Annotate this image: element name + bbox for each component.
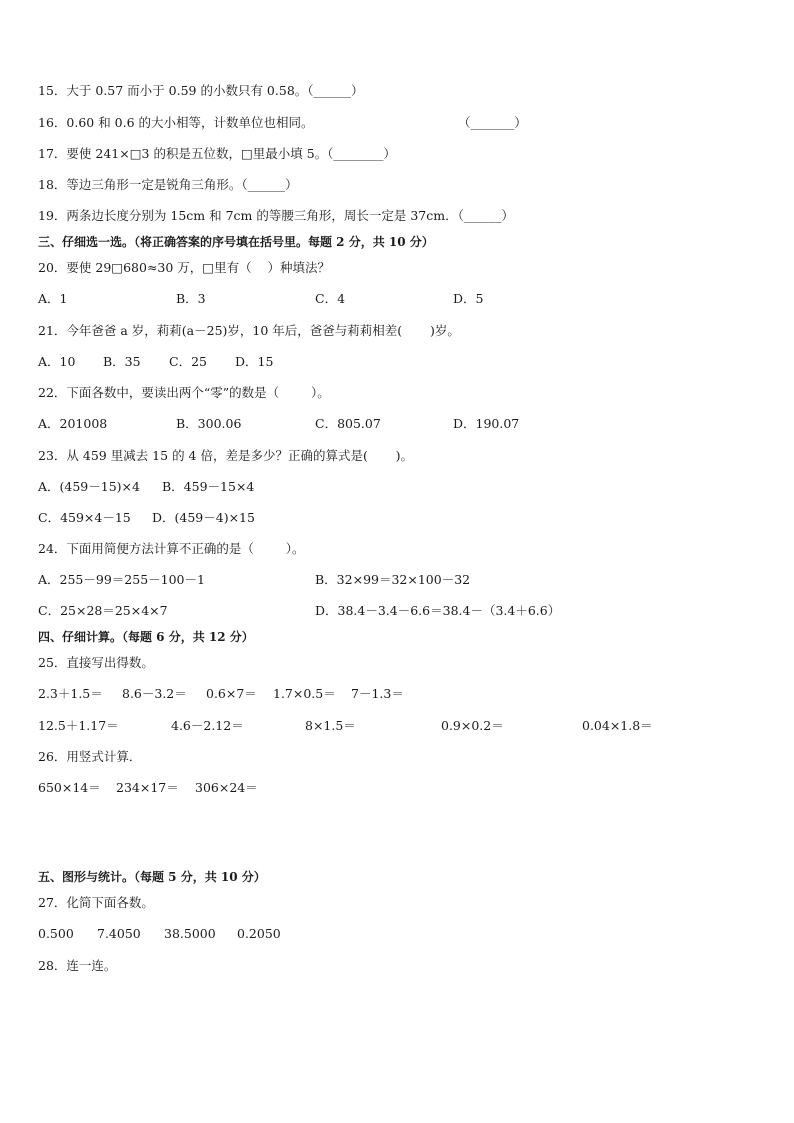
q22-option-a: A．201008 xyxy=(38,416,108,431)
question-28: 28．连一连。 xyxy=(38,958,117,973)
q22-option-d: D．190.07 xyxy=(453,416,520,431)
q25-expr: 2.3＋1.5＝ xyxy=(38,686,103,701)
q21-option-b: B．35 xyxy=(103,354,141,369)
q25-expr: 8×1.5＝ xyxy=(305,718,356,733)
question-16: 16．0.60 和 0.6 的大小相等，计数单位也相同。 xyxy=(38,115,314,130)
q20-option-c: C．4 xyxy=(315,291,346,306)
q25-expr: 8.6－3.2＝ xyxy=(122,686,187,701)
q25-expr: 0.6×7＝ xyxy=(206,686,257,701)
question-21: 21．今年爸爸 a 岁，莉莉(a－25)岁，10 年后，爸爸与莉莉相差( )岁。 xyxy=(38,323,460,338)
question-27: 27．化简下面各数。 xyxy=(38,895,154,910)
q25-expr: 0.9×0.2＝ xyxy=(441,718,504,733)
q25-expr: 7－1.3＝ xyxy=(351,686,404,701)
q27-number: 0.2050 xyxy=(237,926,281,941)
question-15: 15．大于 0.57 而小于 0.59 的小数只有 0.58。（______） xyxy=(38,83,364,98)
question-26: 26．用竖式计算． xyxy=(38,749,142,764)
q25-expr: 1.7×0.5＝ xyxy=(273,686,336,701)
question-19: 19．两条边长度分别为 15cm 和 7cm 的等腰三角形，周长一定是 37cm．（______） xyxy=(38,208,514,223)
q20-option-b: B．3 xyxy=(176,291,206,306)
q23-option-d: D．(459－4)×15 xyxy=(152,510,255,525)
q25-expr: 4.6－2.12＝ xyxy=(171,718,244,733)
q26-expr: 234×17＝ xyxy=(116,780,179,795)
section-5-heading: 五、图形与统计。（每题 5 分，共 10 分） xyxy=(38,870,266,884)
q24-option-d: D．38.4－3.4－6.6＝38.4－（3.4＋6.6） xyxy=(315,603,561,618)
q23-option-c: C．459×4－15 xyxy=(38,510,131,525)
q20-option-a: A．1 xyxy=(38,291,68,306)
question-17: 17．要使 241×□3 的积是五位数，□里最小填 5。（________） xyxy=(38,146,396,161)
question-24: 24．下面用简便方法计算不正确的是（ ）。 xyxy=(38,541,305,556)
q27-number: 7.4050 xyxy=(97,926,141,941)
q21-option-c: C．25 xyxy=(169,354,207,369)
q23-option-b: B．459－15×4 xyxy=(162,479,255,494)
question-16-blank: （_______） xyxy=(458,115,527,130)
question-23: 23．从 459 里减去 15 的 4 倍，差是多少？正确的算式是( )。 xyxy=(38,448,414,463)
q27-number: 0.500 xyxy=(38,926,74,941)
q24-option-b: B．32×99＝32×100－32 xyxy=(315,572,471,587)
q24-option-c: C．25×28＝25×4×7 xyxy=(38,603,168,618)
q26-expr: 650×14＝ xyxy=(38,780,101,795)
q26-expr: 306×24＝ xyxy=(195,780,258,795)
q21-option-a: A．10 xyxy=(38,354,76,369)
question-20: 20．要使 29□680≈30 万，□里有（ ）种填法？ xyxy=(38,260,331,275)
q24-option-a: A．255－99＝255－100－1 xyxy=(38,572,205,587)
q22-option-b: B．300.06 xyxy=(176,416,242,431)
question-18: 18．等边三角形一定是锐角三角形。（______） xyxy=(38,177,298,192)
q23-option-a: A．(459－15)×4 xyxy=(38,479,140,494)
q27-number: 38.5000 xyxy=(164,926,216,941)
q20-option-d: D．5 xyxy=(453,291,484,306)
q25-expr: 12.5＋1.17＝ xyxy=(38,718,119,733)
q21-option-d: D．15 xyxy=(235,354,274,369)
question-25: 25．直接写出得数。 xyxy=(38,655,154,670)
section-4-heading: 四、仔细计算。（每题 6 分，共 12 分） xyxy=(38,630,254,644)
section-3-heading: 三、仔细选一选。（将正确答案的序号填在括号里。每题 2 分，共 10 分） xyxy=(38,235,434,249)
q25-expr: 0.04×1.8＝ xyxy=(582,718,653,733)
question-22: 22．下面各数中，要读出两个“零”的数是（ ）。 xyxy=(38,385,330,400)
q22-option-c: C．805.07 xyxy=(315,416,381,431)
